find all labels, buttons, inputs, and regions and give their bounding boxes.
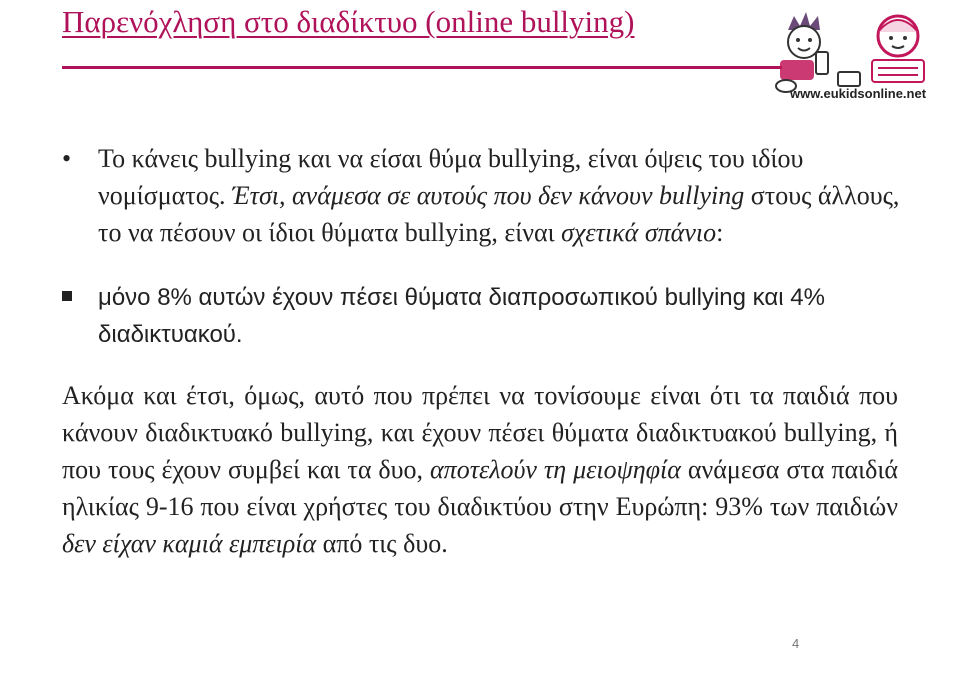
sub-bullet-item (62, 279, 902, 353)
bullet-dot: • (62, 144, 72, 173)
bullet-item (62, 140, 902, 251)
girl-icon (872, 16, 924, 82)
logo-url: www.eukidsonline.net (790, 86, 927, 101)
page-number: 4 (792, 636, 800, 651)
bullet-text: Το κάνεις bullying και να είσαι θύμα bullying, είναι όψεις του ιδίου νομίσματος. Έτσι, ανάμεσα σε αυτούς που δεν κάνουν bullying στους άλλους, το να πέσουν οι ίδιοι θύματα bullying, είναι σχετικά σπάνιο: (98, 144, 900, 247)
slide-title: Παρενόχληση στο διαδίκτυο (online bullying) (62, 4, 635, 39)
title-divider (62, 66, 782, 69)
boy-icon (776, 12, 828, 92)
sub-bullet-text: μόνο 8% αυτών έχουν πέσει θύματα διαπροσωπικού bullying και 4% διαδικτυακού. (98, 284, 825, 348)
slide-content (62, 140, 902, 562)
body-paragraph: Ακόμα και έτσι, όμως, αυτό που πρέπει να τονίσουμε είναι ότι τα παιδιά που κάνουν διαδικτυακό bullying, και έχουν πέσει θύματα διαδικτυακού bullying, ή που τους έχουν συμβεί και τα δυο, αποτελούν τη μειοψηφία ανάμεσα στα παιδιά ηλικίας 9-16 που είναι χρήστες του διαδικτύου στην Ευρώπη: 93% των παιδιών δεν είχαν καμιά εμπειρία από τις δυο. (62, 381, 898, 558)
square-bullet-icon (62, 291, 72, 301)
